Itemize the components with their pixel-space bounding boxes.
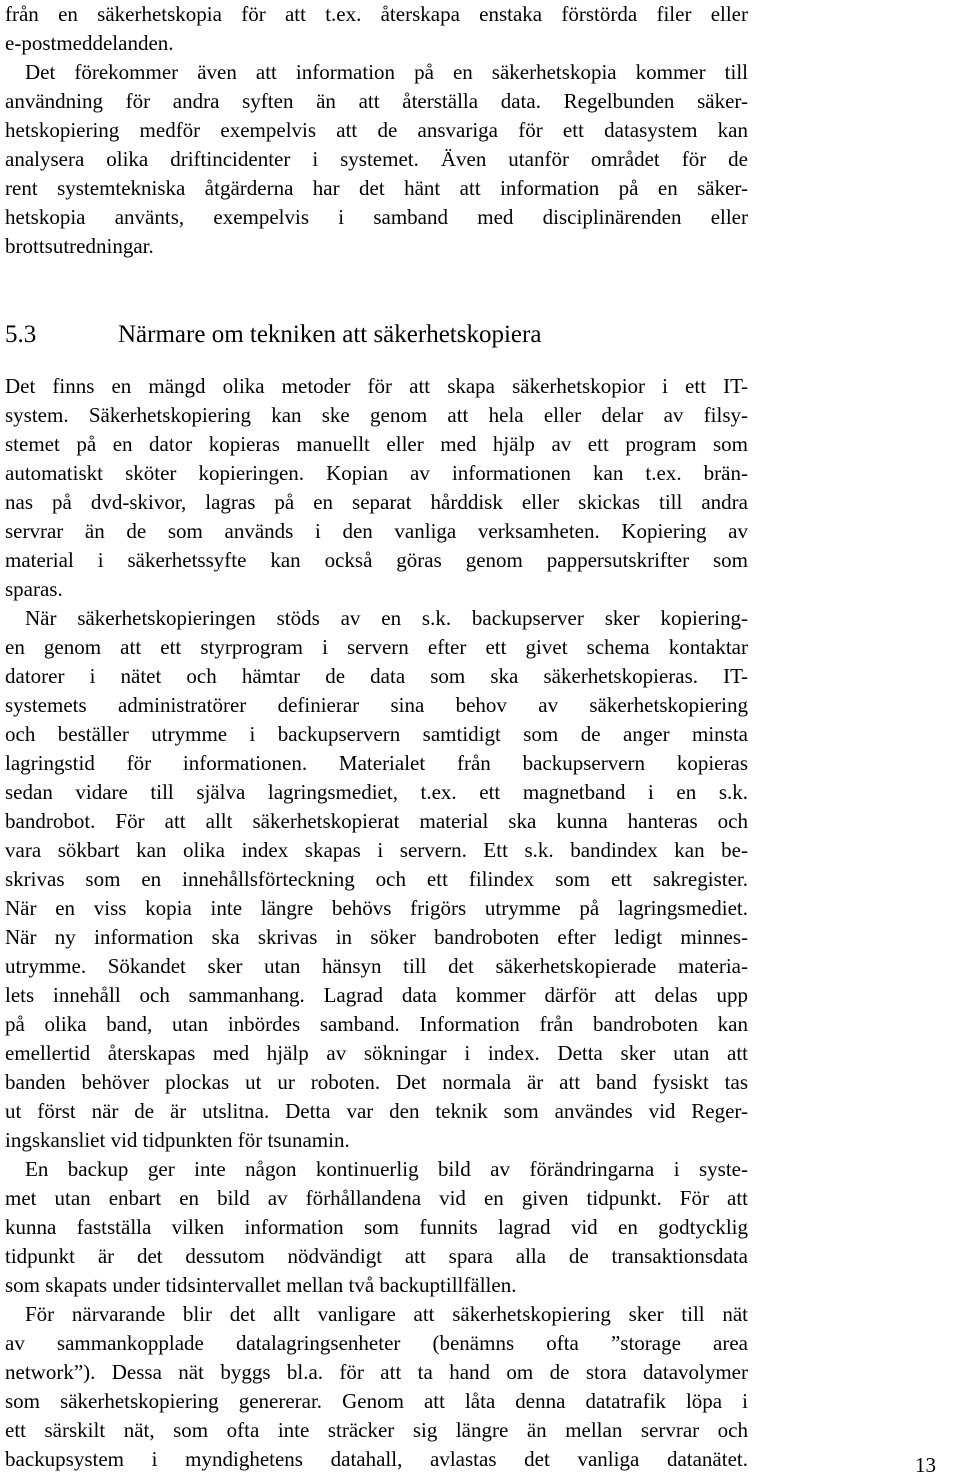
text-line: Det förekommer även att information på en säkerhetskopia kommer till bbox=[25, 60, 748, 84]
text-line: servrar än de som används i den vanliga verksamheten. Kopiering av bbox=[5, 519, 748, 543]
text-line: banden behöver plockas ut ur roboten. Det normala är att band fysiskt tas bbox=[5, 1070, 748, 1094]
text-line: met utan enbart en bild av förhållandena vid en given tidpunkt. För att bbox=[5, 1186, 748, 1210]
text-line: bandrobot. För att allt säkerhetskopierat material ska kunna hanteras och bbox=[5, 809, 748, 833]
text-line: som skapats under tidsintervallet mellan två backuptillfällen. bbox=[5, 1273, 517, 1297]
text-line: utrymme. Sökandet sker utan hänsyn till det säkerhetskopierade materia- bbox=[5, 954, 748, 978]
text-line: network”). Dessa nät byggs bl.a. för att ta hand om de stora datavolymer bbox=[5, 1360, 748, 1384]
section-heading bbox=[5, 320, 541, 350]
text-line: material i säkerhetssyfte kan också göras genom pappersutskrifter som bbox=[5, 548, 748, 572]
text-line: En backup ger inte någon kontinuerlig bild av förändringarna i syste- bbox=[25, 1157, 748, 1181]
text-line: analysera olika driftincidenter i systemet. Även utanför området för de bbox=[5, 147, 748, 171]
text-line: hetskopiering medför exempelvis att de ansvariga för ett datasystem kan bbox=[5, 118, 748, 142]
text-line: Det finns en mängd olika metoder för att skapa säkerhetskopior i ett IT- bbox=[5, 374, 748, 398]
text-line: ett särskilt nät, som ofta inte sträcker sig längre än mellan servrar och bbox=[5, 1418, 748, 1442]
text-line: När ny information ska skrivas in söker bandroboten efter ledigt minnes- bbox=[5, 925, 748, 949]
text-line: kunna fastställa vilken information som funnits lagrad vid en godtycklig bbox=[5, 1215, 748, 1239]
text-line: När säkerhetskopieringen stöds av en s.k. backupserver sker kopiering- bbox=[25, 606, 748, 630]
section-title: Närmare om tekniken att säkerhetskopiera bbox=[118, 321, 542, 348]
text-line: lagringstid för informationen. Materialet från backupservern kopieras bbox=[5, 751, 748, 775]
text-line: ut först när de är utslitna. Detta var den teknik som användes vid Reger- bbox=[5, 1099, 748, 1123]
section-number: 5.3 bbox=[5, 321, 37, 348]
text-line: vara sökbart kan olika index skapas i servern. Ett s.k. bandindex kan be- bbox=[5, 838, 748, 862]
text-line: och beställer utrymme i backupservern samtidigt som de anger minsta bbox=[5, 722, 748, 746]
text-line: tidpunkt är det dessutom nödvändigt att spara alla de transaktionsdata bbox=[5, 1244, 748, 1268]
text-line: rent systemtekniska åtgärderna har det hänt att information på en säker- bbox=[5, 176, 748, 200]
text-line: systemets administratörer definierar sina behov av säkerhetskopiering bbox=[5, 693, 748, 717]
page-number: 13 bbox=[915, 1453, 936, 1477]
text-line: datorer i nätet och hämtar de data som ska säkerhetskopieras. IT- bbox=[5, 664, 748, 688]
text-line: hetskopia använts, exempelvis i samband med disciplinärenden eller bbox=[5, 205, 748, 229]
text-line: användning för andra syften än att återställa data. Regelbunden säker- bbox=[5, 89, 748, 113]
text-line: backupsystem i myndighetens datahall, avlastas det vanliga datanätet. bbox=[5, 1447, 748, 1471]
text-line: sedan vidare till själva lagringsmediet, t.ex. ett magnetband i en s.k. bbox=[5, 780, 748, 804]
text-line: stemet på en dator kopieras manuellt eller med hjälp av ett program som bbox=[5, 432, 748, 456]
text-line: ingskansliet vid tidpunkten för tsunamin. bbox=[5, 1128, 350, 1152]
text-line: När en viss kopia inte längre behövs frigörs utrymme på lagringsmediet. bbox=[5, 896, 748, 920]
text-line: automatiskt sköter kopieringen. Kopian av informationen kan t.ex. brän- bbox=[5, 461, 748, 485]
text-line: brottsutredningar. bbox=[5, 234, 154, 258]
text-line: system. Säkerhetskopiering kan ske genom att hela eller delar av filsy- bbox=[5, 403, 748, 427]
text-line: skrivas som en innehållsförteckning och ett filindex som ett sakregister. bbox=[5, 867, 748, 891]
text-line: nas på dvd-skivor, lagras på en separat hårddisk eller skickas till andra bbox=[5, 490, 748, 514]
text-line: e-postmeddelanden. bbox=[5, 31, 174, 55]
text-line: som säkerhetskopiering genererar. Genom att låta denna datatrafik löpa i bbox=[5, 1389, 748, 1413]
text-line: av sammankopplade datalagringsenheter (benämns ofta ”storage area bbox=[5, 1331, 748, 1355]
text-line: från en säkerhetskopia för att t.ex. återskapa enstaka förstörda filer eller bbox=[5, 2, 748, 26]
text-line: sparas. bbox=[5, 577, 63, 601]
text-line: en genom att ett styrprogram i servern efter ett givet schema kontaktar bbox=[5, 635, 748, 659]
text-line: på olika band, utan inbördes samband. Information från bandroboten kan bbox=[5, 1012, 748, 1036]
text-line: lets innehåll och sammanhang. Lagrad data kommer därför att delas upp bbox=[5, 983, 748, 1007]
text-line: För närvarande blir det allt vanligare att säkerhetskopiering sker till nät bbox=[25, 1302, 748, 1326]
text-line: emellertid återskapas med hjälp av sökningar i index. Detta sker utan att bbox=[5, 1041, 748, 1065]
